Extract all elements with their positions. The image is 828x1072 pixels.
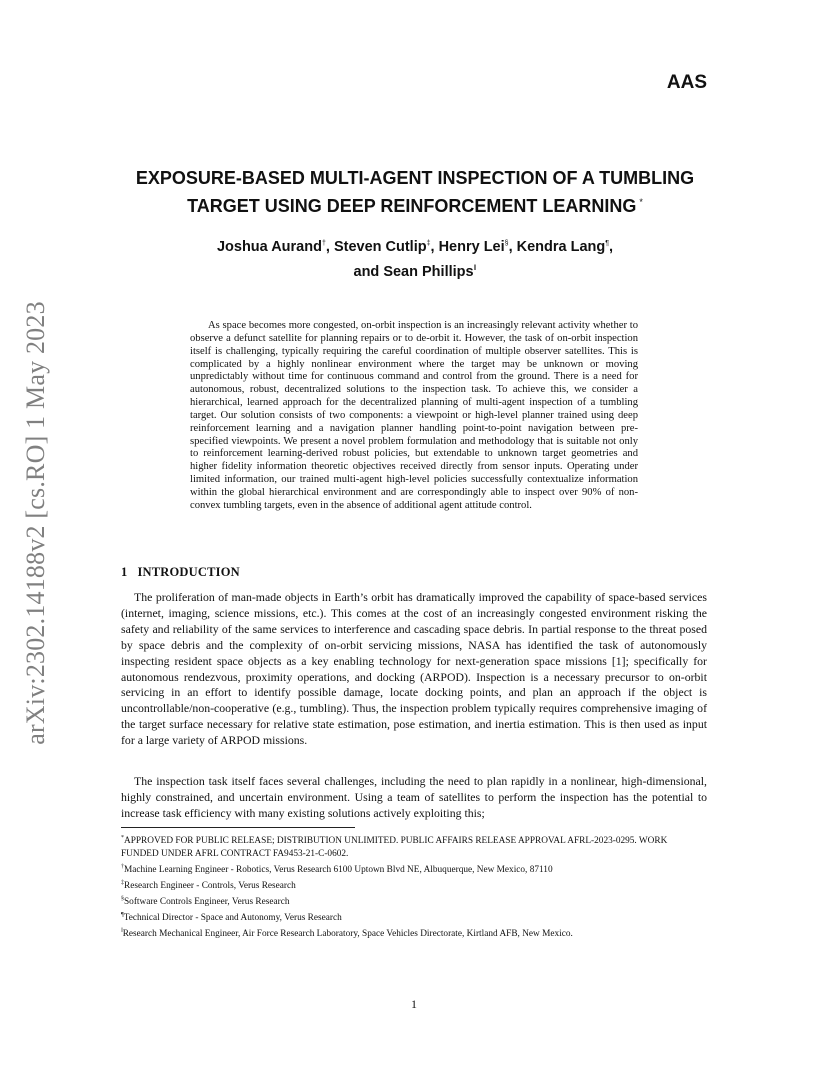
author-name: and Sean Phillips	[353, 264, 474, 280]
author-name: Joshua Aurand	[216, 239, 322, 255]
paper-title	[110, 166, 720, 218]
body-paragraph: The inspection task itself faces several challenges, including the need to plan rapidly in a nonlinear, high-dimensional, highly constrained, and uncertain environment. Using a team of satellites to perform the inspection has the potential to increase task efficiency with many existing solutions actively exploiting this;	[121, 774, 707, 820]
footnote-text: APPROVED FOR PUBLIC RELEASE; DISTRIBUTION UNLIMITED. PUBLIC AFFAIRS RELEASE APPROVAL AFRL-2023-0295. WORK FUNDED UNDER AFRL CONTRACT FA9453-21-C-0602.	[121, 836, 668, 859]
footnote-mark: ‖	[121, 928, 123, 934]
author-line-1	[110, 233, 720, 258]
author-name: Steven Cutlip	[333, 239, 427, 255]
author-affiliation-mark: †	[321, 240, 326, 247]
footnote-text: Technical Director - Space and Autonomy, Verus Research	[123, 913, 342, 923]
author-separator: ,	[430, 239, 439, 255]
footnote-text: Software Controls Engineer, Verus Research	[124, 897, 290, 907]
author-separator: ,	[508, 239, 517, 255]
abstract: As space becomes more congested, on-orbit inspection is an increasingly relevant activity whether to observe a defunct satellite for planning repairs or to de-orbit it. However, the task of on-orbit inspection itself is challenging, typically requiring the careful coordination of multiple observer satellites. This is complicated by a highly nonlinear environment where the target may be unknown or moving unpredictably without time for continuous command and control from the ground. There is a need for autonomous, robust, decentralized solutions to the inspection task. To achieve this, we consider a hierarchical, learned approach for the decentralized planning of multi-agent inspection of a tumbling target. Our solution consists of two components: a viewpoint or high-level planner trained using deep reinforcement learning and a navigation planner handling point-to-point navigation between pre-specified viewpoints. We present a novel problem formulation and methodology that is suitable not only to reinforcement learning-derived robust policies, but extendable to unknown target geometries and higher fidelity information theoretic objectives received directly from sensor inputs. Operating under limited information, our trained multi-agent high-level policies successfully contextualize information within the global hierarchical environment and are correspondingly able to inspect over 90% of non-convex tumbling targets, even in the absence of additional agent attitude control.	[190, 320, 638, 511]
footnote-text: Machine Learning Engineer - Robotics, Verus Research 6100 Uptown Blvd NE, Albuquerque, New Mexico, 87110	[124, 865, 553, 875]
section-title: INTRODUCTION	[137, 565, 240, 579]
author-list	[110, 233, 720, 283]
footnote-text: Research Engineer - Controls, Verus Research	[124, 881, 296, 891]
footnote-mark: †	[121, 864, 124, 870]
footnote-mark: ¶	[121, 912, 124, 918]
author-affiliation-mark: ¶	[605, 240, 610, 247]
footnote-mark: *	[121, 835, 124, 841]
author-separator: ,	[609, 239, 614, 255]
arxiv-identifier	[16, 288, 56, 758]
author-name: Kendra Lang	[516, 239, 606, 255]
footnote	[121, 832, 707, 861]
author-affiliation-mark: §	[504, 240, 509, 247]
page-number: 1	[411, 997, 417, 1011]
footnote	[121, 909, 707, 925]
author-separator: ,	[325, 239, 334, 255]
title-line-2	[110, 190, 720, 218]
venue-label: AAS	[666, 72, 707, 93]
author-affiliation-mark: ‡	[426, 240, 431, 247]
author-name: Henry Lei	[438, 239, 505, 255]
footnote-divider	[121, 827, 355, 828]
section-number: 1	[121, 565, 128, 579]
title-line-2-text: TARGET USING DEEP REINFORCEMENT LEARNING	[187, 196, 637, 216]
footnote-mark: ‡	[121, 880, 124, 886]
title-footnote-marker: *	[639, 197, 643, 207]
footnote-list	[121, 832, 707, 941]
author-affiliation-mark: ‖	[473, 265, 477, 272]
footnote	[121, 893, 707, 909]
body-paragraph: The proliferation of man-made objects in Earth’s orbit has dramatically improved the capability of space-based services (internet, imaging, science missions, etc.). This comes at the cost of an increasingly congested environment risking the safety and reliability of the same services to interference and cascading space debris. In partial response to the threat posed by space debris and the complexity of on-orbit servicing missions, NASA has identified the task of autonomously inspecting resident space objects as a key enabling technology for next-generation space missions [1]; specifically for autonomous rendezvous, proximity operations, and docking (ARPOD). Inspection is a necessary precursor to on-orbit servicing in an effort to identify possible damage, locate docking points, and plan an approach if the object is uncontrollable/non-cooperative (e.g., tumbling). Thus, the inspection problem typically requires comprehensive imaging of the target surface necessary for relative state estimation, pose estimation, and inertia estimation. This is then used as input for a large variety of ARPOD missions.	[121, 590, 707, 748]
section-heading-introduction	[121, 565, 240, 580]
footnote-text: Research Mechanical Engineer, Air Force Research Laboratory, Space Vehicles Directorate, Kirtland AFB, New Mexico.	[122, 929, 573, 939]
footnote	[121, 877, 707, 893]
footnote	[121, 925, 707, 941]
author-line-2	[110, 258, 720, 283]
footnote-mark: §	[121, 896, 124, 902]
footnote	[121, 861, 707, 877]
title-line-1: EXPOSURE-BASED MULTI-AGENT INSPECTION OF A TUMBLING	[135, 168, 695, 188]
arxiv-identifier-text: arXiv:2302.14188v2 [cs.RO] 1 May 2023	[21, 301, 50, 745]
